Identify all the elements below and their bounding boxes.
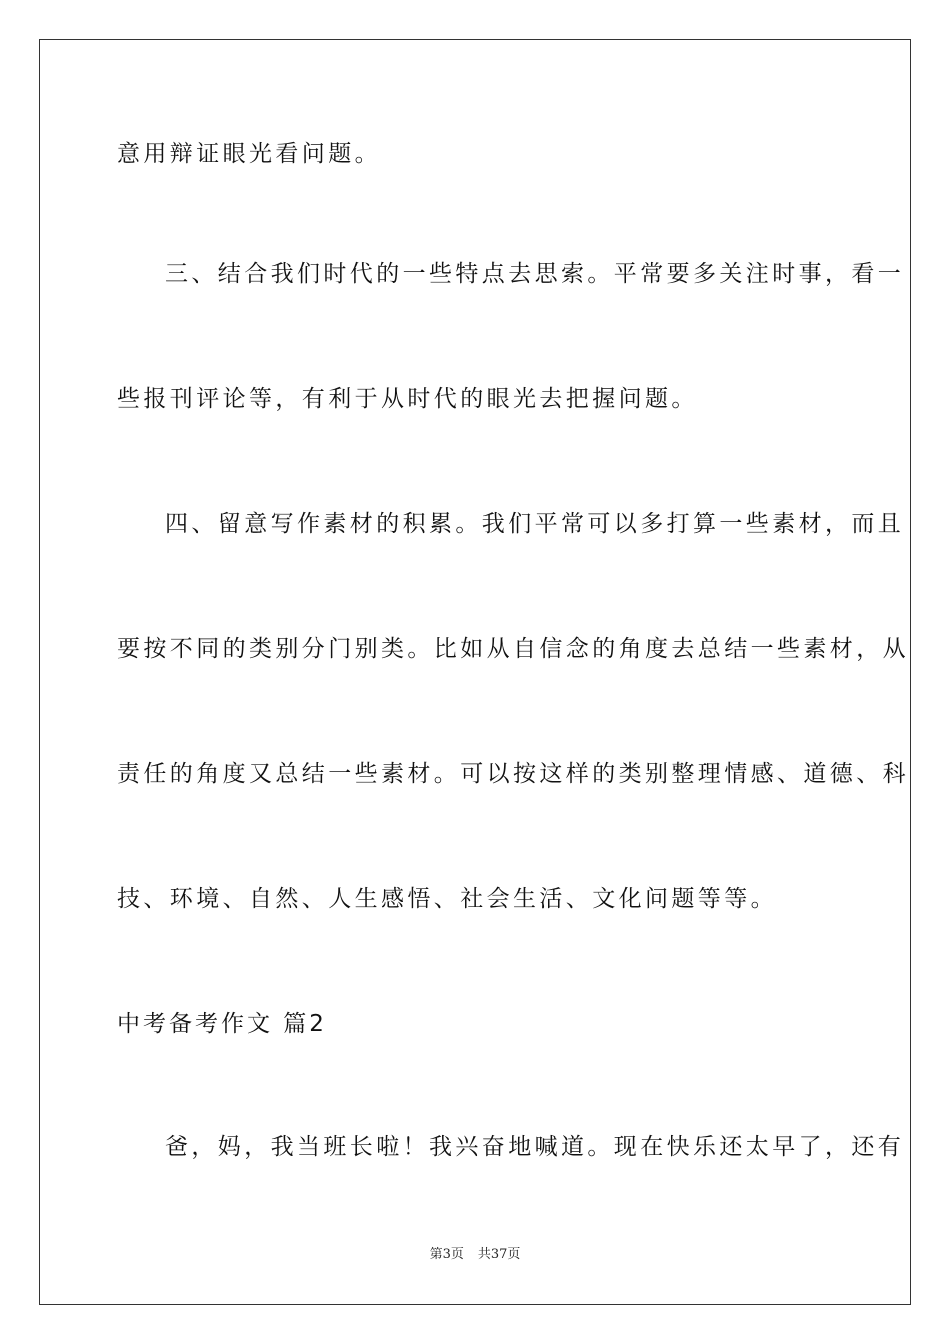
page-total: 共37页 [477, 1247, 521, 1262]
paragraph-line: 技、环境、自然、人生感悟、社会生活、文化问题等等。 [117, 886, 777, 912]
paragraph-line: 三、结合我们时代的一些特点去思索。平常要多关注时事，看一 [165, 261, 905, 287]
section-heading: 中考备考作文 篇2 [117, 1011, 327, 1037]
paragraph-line: 些报刊评论等，有利于从时代的眼光去把握问题。 [117, 386, 698, 412]
page-footer [0, 1246, 950, 1264]
paragraph-line: 意用辩证眼光看问题。 [117, 141, 381, 167]
paragraph-line: 爸，妈，我当班长啦！我兴奋地喊道。现在快乐还太早了，还有 [165, 1134, 905, 1160]
paragraph-line: 责任的角度又总结一些素材。可以按这样的类别整理情感、道德、科 [117, 761, 909, 787]
paragraph-line: 四、留意写作素材的积累。我们平常可以多打算一些素材，而且 [165, 511, 905, 537]
page-border [39, 39, 911, 1305]
page-number: 第3页 [429, 1247, 464, 1262]
paragraph-line: 要按不同的类别分门别类。比如从自信念的角度去总结一些素材，从 [117, 636, 909, 662]
